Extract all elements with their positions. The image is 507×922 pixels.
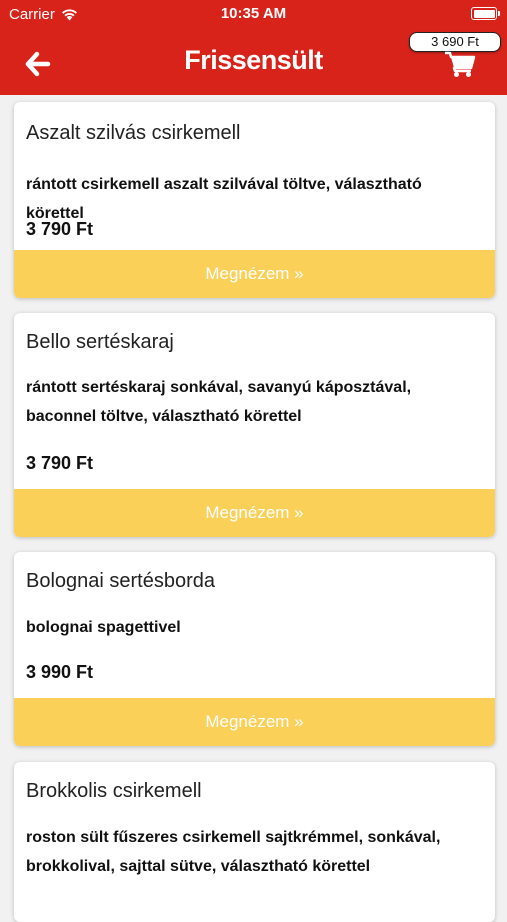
product-description: rántott sertéskaraj sonkával, savanyú káposztával, baconnel töltve, választható körettel: [26, 379, 412, 425]
product-description: bolognai spagettivel: [26, 619, 181, 636]
cart-total-badge: 3 690 Ft: [409, 32, 501, 52]
product-card: [14, 762, 495, 922]
product-price: 3 990 Ft: [26, 662, 94, 682]
product-card: [14, 102, 495, 298]
view-button[interactable]: Megnézem »: [14, 489, 495, 537]
status-time: 10:35 AM: [220, 5, 287, 22]
product-name: Brokkolis csirkemell: [26, 780, 202, 802]
product-name: Bello sertéskaraj: [26, 331, 174, 353]
product-card: [14, 552, 495, 746]
product-card: [14, 313, 495, 537]
page-title: Frissensült: [184, 45, 323, 75]
product-list: [0, 95, 507, 900]
product-price: 3 790 Ft: [26, 219, 94, 239]
product-description: rántott csirkemell aszalt szilvával töltve, választható körettel: [26, 176, 422, 222]
top-bar: [0, 0, 507, 95]
product-price: 3 790 Ft: [26, 453, 94, 473]
view-button[interactable]: Megnézem »: [14, 250, 495, 298]
cart-button[interactable]: [411, 32, 503, 80]
product-description: roston sült fűszeres csirkemell sajtkrémmel, sonkával, brokkolival, sajttal sütve, választható körettel: [26, 829, 441, 875]
product-name: Bolognai sertésborda: [26, 570, 216, 592]
shopping-cart-icon: [444, 50, 476, 78]
product-name: Aszalt szilvás csirkemell: [26, 122, 241, 144]
view-button[interactable]: Megnézem »: [14, 698, 495, 746]
battery-icon: [471, 7, 497, 20]
carrier-label: Carrier: [9, 6, 55, 23]
